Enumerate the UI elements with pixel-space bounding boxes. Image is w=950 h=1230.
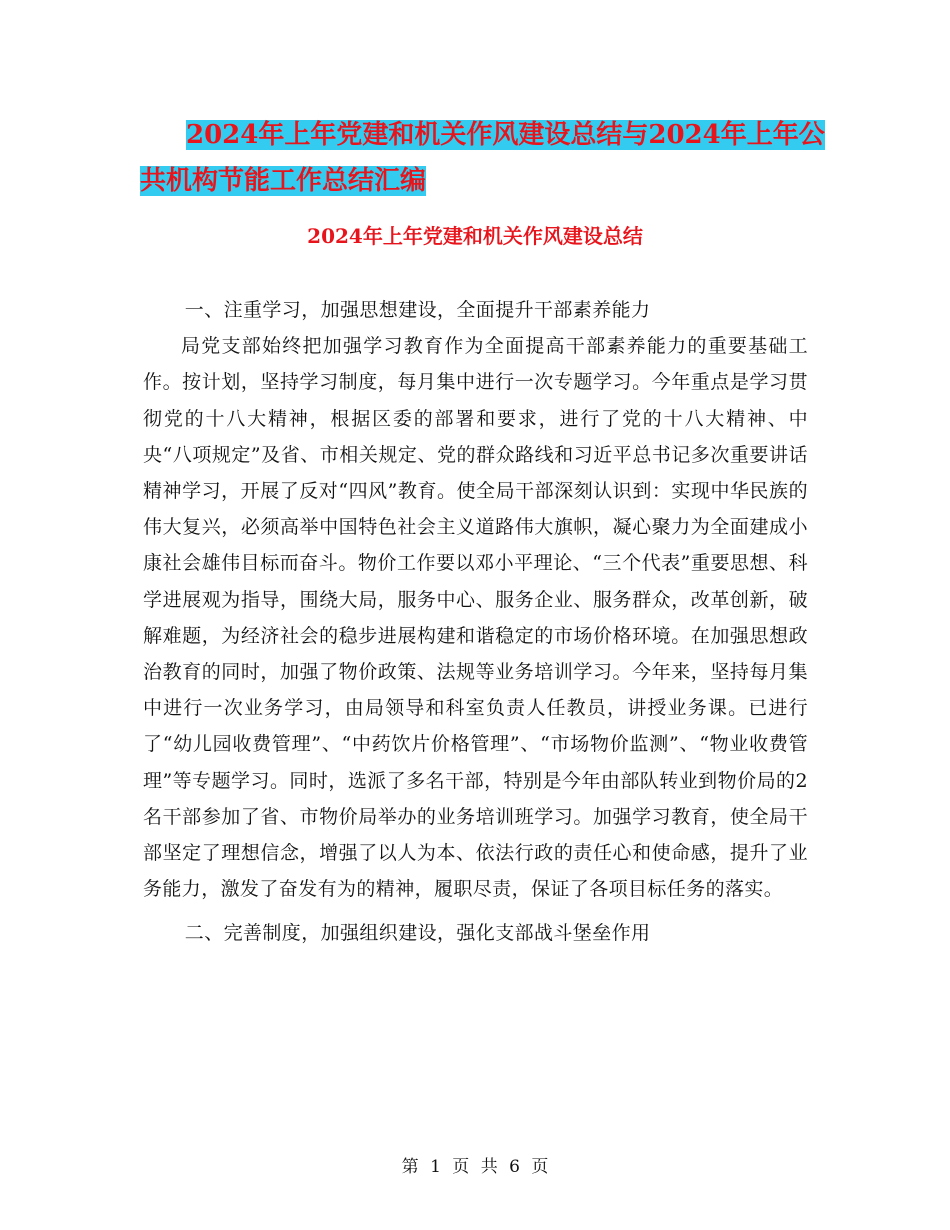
title-line-1-text: 2024年上年党建和机关作风建设总结与2024年上年公 [186,120,825,150]
document-title [140,112,825,204]
title-line-2 [140,158,820,204]
title-line-1 [140,112,825,158]
page-number-footer: 第 1 页 共 6 页 [401,1157,549,1177]
section-1-paragraph: 局党支部始终把加强学习教育作为全面提高干部素养能力的重要基础工作。按计划，坚持学习制度，每月集中进行一次专题学习。今年重点是学习贯彻党的十八大精神，根据区委的部署和要求，进行了党的十八大精神、中央“八项规定”及省、市相关规定、党的群众路线和习近平总书记多次重要讲话精神学习，开展了反对“四风”教育。使全局干部深刻认识到：实现中华民族的伟大复兴，必须高举中国特色社会主义道路伟大旗帜，凝心聚力为全面建成小康社会雄伟目标而奋斗。物价工作要以邓小平理论、“三个代表”重要思想、科学进展观为指导，围绕大局，服务中心、服务企业、服务群众，改革创新，破解难题，为经济社会的稳步进展构建和谐稳定的市场价格环境。在加强思想政治教育的同时，加强了物价政策、法规等业务培训学习。今年来，坚持每月集中进行一次业务学习，由局领导和科室负责人任教员，讲授业务课。已进行了“幼儿园收费管理”、“中药饮片价格管理”、“市场物价监测”、“物业收费管理”等专题学习。同时，选派了多名干部，特别是今年由部队转业到物价局的2名干部参加了省、市物价局举办的业务培训班学习。加强学习教育，使全局干部坚定了理想信念，增强了以人为本、依法行政的责任心和使命感，提升了业务能力，激发了奋发有为的精神，履职尽责，保证了各项目标任务的落实。 [143,335,808,901]
document-body [143,292,808,952]
title-line-2-text: 共机构节能工作总结汇编 [140,166,427,196]
section-title: 2024年上年党建和机关作风建设总结 [307,224,643,248]
section-2-heading: 二、完善制度，加强组织建设，强化支部战斗堡垒作用 [184,922,651,945]
section-1-heading: 一、注重学习，加强思想建设，全面提升干部素养能力 [184,299,651,321]
